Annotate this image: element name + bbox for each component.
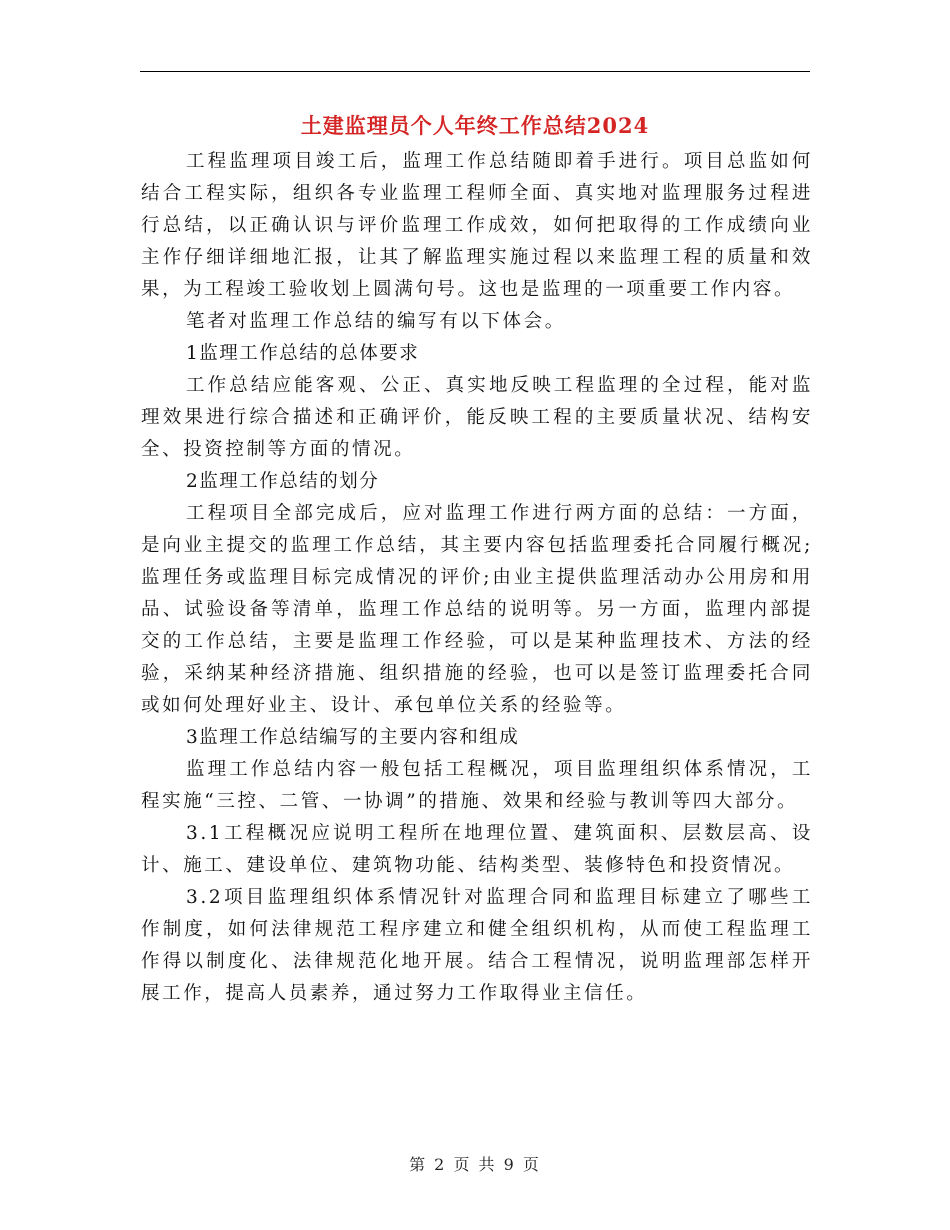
section-heading: 3监理工作总结编写的主要内容和组成 [186, 727, 520, 748]
header-rule [140, 71, 810, 72]
paragraph: 3.2项目监理组织体系情况针对监理合同和监理目标建立了哪些工作制度，如何法律规范工程序建立和健全组织机构，从而使工程监理工作得以制度化、法律规范化地开展。结合工程情况，说明监理部怎样开展工作，提高人员素养，通过努力工作取得业主信任。 [141, 887, 813, 1004]
paragraph: 笔者对监理工作总结的编写有以下体会。 [186, 311, 566, 332]
paragraph: 3.1工程概况应说明工程所在地理位置、建筑面积、层数层高、设计、施工、建设单位、建筑物功能、结构类型、装修特色和投资情况。 [141, 823, 813, 876]
page-number-footer: 第 2 页 共 9 页 [409, 1155, 541, 1174]
paragraph: 工程项目全部完成后，应对监理工作进行两方面的总结：一方面，是向业主提交的监理工作总结，其主要内容包括监理委托合同履行概况;监理任务或监理目标完成情况的评价;由业主提供监理活动办公用房和用品、试验设备等清单，监理工作总结的说明等。另一方面，监理内部提交的工作总结，主要是监理工作经验，可以是某种监理技术、方法的经验，采纳某种经济措施、组织措施的经验，也可以是签订监理委托合同或如何处理好业主、设计、承包单位关系的经验等。 [141, 503, 813, 716]
paragraph: 监理工作总结内容一般包括工程概况，项目监理组织体系情况，工程实施“三控、二管、一协调”的措施、效果和经验与教训等四大部分。 [141, 759, 813, 812]
section-heading: 1监理工作总结的总体要求 [186, 343, 420, 364]
section-heading: 2监理工作总结的划分 [186, 471, 380, 492]
paragraph: 工程监理项目竣工后，监理工作总结随即着手进行。项目总监如何结合工程实际，组织各专业监理工程师全面、真实地对监理服务过程进行总结，以正确认识与评价监理工作成效，如何把取得的工作成绩向业主作仔细详细地汇报，让其了解监理实施过程以来监理工程的质量和效果，为工程竣工验收划上圆满句号。这也是监理的一项重要工作内容。 [141, 151, 813, 300]
paragraph: 工作总结应能客观、公正、真实地反映工程监理的全过程，能对监理效果进行综合描述和正确评价，能反映工程的主要质量状况、结构安全、投资控制等方面的情况。 [141, 375, 813, 460]
document-body [141, 146, 813, 1010]
document-title: 土建监理员个人年终工作总结2024 [300, 113, 650, 138]
